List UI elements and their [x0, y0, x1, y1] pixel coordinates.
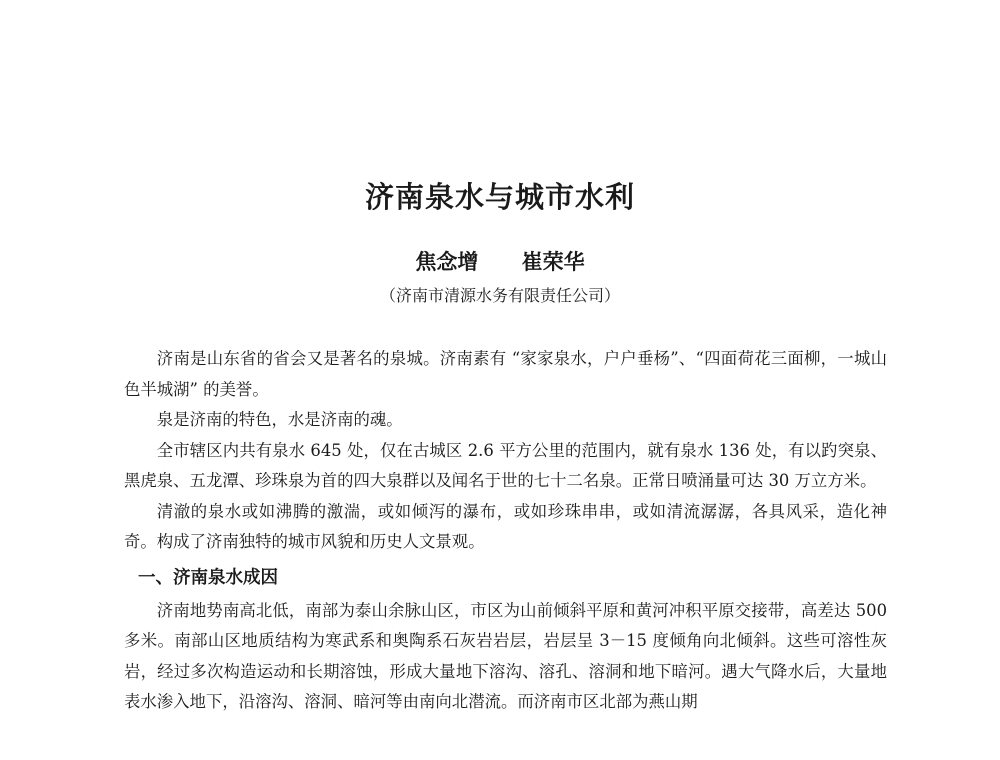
body-paragraph: 全市辖区内共有泉水 645 处，仅在古城区 2.6 平方公里的范围内，就有泉水 136 处，有以趵突泉、黑虎泉、五龙潭、珍珠泉为首的四大泉群以及闻名于世的七十二名泉。正常日喷涌量可达 30 万立方米。 [124, 440, 887, 490]
author-line [0, 246, 1000, 276]
article-body [124, 344, 887, 718]
article-title: 济南泉水与城市水利 [364, 180, 635, 214]
section-heading: 一、济南泉水成因 [138, 567, 278, 588]
author-affiliation: （济南市清源水务有限责任公司） [379, 286, 620, 305]
author-name: 崔荣华 [521, 249, 585, 274]
body-paragraph: 清澈的泉水或如沸腾的激湍，或如倾泻的瀑布，或如珍珠串串，或如清流潺潺，各具风采，造化神奇。构成了济南独特的城市风貌和历史人文景观。 [124, 501, 887, 551]
body-paragraph: 济南是山东省的省会又是著名的泉城。济南素有 “家家泉水，户户垂杨”、“四面荷花三面柳，一城山色半城湖” 的美誉。 [124, 349, 887, 399]
body-paragraph: 泉是济南的特色，水是济南的魂。 [156, 410, 403, 429]
body-paragraph: 济南地势南高北低，南部为泰山余脉山区，市区为山前倾斜平原和黄河冲积平原交接带，高差达 500 多米。南部山区地质结构为寒武系和奥陶系石灰岩岩层，岩层呈 3－15 度倾角向北倾斜。这些可溶性灰岩，经过多次构造运动和长期溶蚀，形成大量地下溶沟、溶孔、溶洞和地下暗河。遇大气降水后，大量地表水渗入地下，沿溶沟、溶洞、暗河等由南向北潜流。而济南市区北部为燕山期 [124, 600, 887, 711]
author-name: 焦念增 [415, 249, 479, 274]
